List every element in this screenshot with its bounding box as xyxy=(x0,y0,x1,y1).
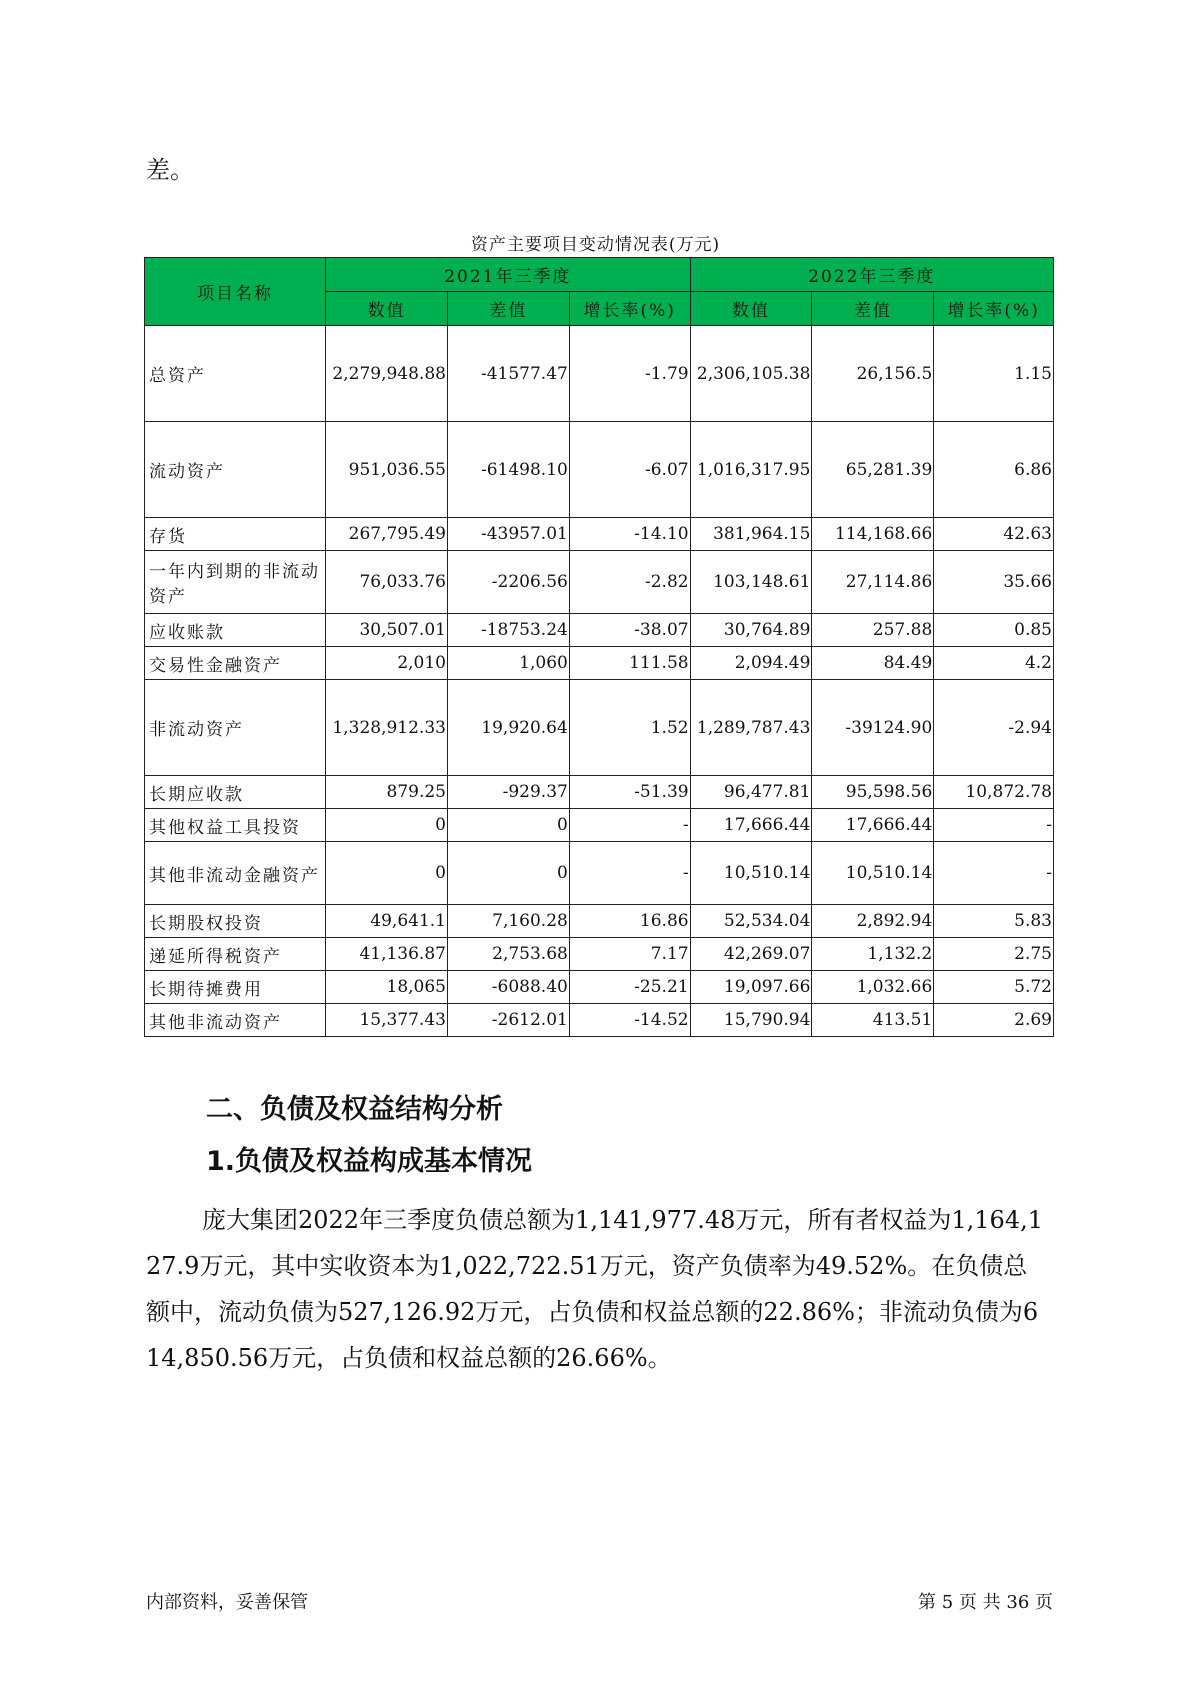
diff-2022-cell: 84.49 xyxy=(812,647,934,680)
section-heading: 二、负债及权益结构分析 xyxy=(206,1094,503,1125)
rate-2022-cell: - xyxy=(934,809,1054,842)
table-row xyxy=(145,809,1054,842)
rate-2022-cell: 2.69 xyxy=(934,1004,1054,1037)
footer-confidential: 内部资料，妥善保管 xyxy=(146,1592,308,1613)
rate-2022-cell: 6.86 xyxy=(934,422,1054,518)
diff-2021-cell: -929.37 xyxy=(447,776,569,809)
rate-2022-cell: 5.72 xyxy=(934,971,1054,1004)
value-2022-cell: 381,964.15 xyxy=(690,518,812,551)
diff-2022-cell: 26,156.5 xyxy=(812,326,934,422)
header-rate: 增长率(%) xyxy=(934,292,1054,326)
diff-2022-cell: -39124.90 xyxy=(812,680,934,776)
rate-2021-cell: 1.52 xyxy=(569,680,690,776)
row-name-cell: 递延所得税资产 xyxy=(145,938,326,971)
value-2022-cell: 96,477.81 xyxy=(690,776,812,809)
sub-heading: 1.负债及权益构成基本情况 xyxy=(206,1146,533,1177)
row-name-cell: 其他非流动金融资产 xyxy=(145,842,326,905)
value-2022-cell: 17,666.44 xyxy=(690,809,812,842)
table-row xyxy=(145,518,1054,551)
row-name-cell: 流动资产 xyxy=(145,422,326,518)
rate-2021-cell: -38.07 xyxy=(569,614,690,647)
diff-2022-cell: 114,168.66 xyxy=(812,518,934,551)
table-row xyxy=(145,614,1054,647)
value-2021-cell: 0 xyxy=(326,809,448,842)
diff-2022-cell: 95,598.56 xyxy=(812,776,934,809)
value-2022-cell: 52,534.04 xyxy=(690,905,812,938)
table-row xyxy=(145,422,1054,518)
rate-2022-cell: 1.15 xyxy=(934,326,1054,422)
row-name-cell: 一年内到期的非流动资产 xyxy=(145,551,326,614)
table-row xyxy=(145,971,1054,1004)
rate-2021-cell: 111.58 xyxy=(569,647,690,680)
rate-2022-cell: 5.83 xyxy=(934,905,1054,938)
rate-2022-cell: 4.2 xyxy=(934,647,1054,680)
diff-2022-cell: 257.88 xyxy=(812,614,934,647)
row-name-cell: 交易性金融资产 xyxy=(145,647,326,680)
value-2021-cell: 1,328,912.33 xyxy=(326,680,448,776)
rate-2022-cell: 0.85 xyxy=(934,614,1054,647)
rate-2022-cell: -2.94 xyxy=(934,680,1054,776)
table-row xyxy=(145,1004,1054,1037)
body-paragraph: 庞大集团2022年三季度负债总额为1,141,977.48万元，所有者权益为1,164,127.9万元，其中实收资本为1,022,722.51万元，资产负债率为49.52%。在负债总额中，流动负债为527,126.92万元，占负债和权益总额的22.86%；非流动负债为614,850.56万元，占负债和权益总额的26.66%。 xyxy=(146,1206,1043,1372)
diff-2021-cell: 1,060 xyxy=(447,647,569,680)
table-row xyxy=(145,776,1054,809)
header-value: 数值 xyxy=(690,292,812,326)
diff-2022-cell: 17,666.44 xyxy=(812,809,934,842)
table-row xyxy=(145,905,1054,938)
value-2022-cell: 10,510.14 xyxy=(690,842,812,905)
header-diff: 差值 xyxy=(447,292,569,326)
rate-2022-cell: 10,872.78 xyxy=(934,776,1054,809)
rate-2021-cell: - xyxy=(569,809,690,842)
value-2022-cell: 103,148.61 xyxy=(690,551,812,614)
diff-2021-cell: -61498.10 xyxy=(447,422,569,518)
value-2021-cell: 951,036.55 xyxy=(326,422,448,518)
value-2021-cell: 0 xyxy=(326,842,448,905)
row-name-cell: 非流动资产 xyxy=(145,680,326,776)
row-name-cell: 长期应收款 xyxy=(145,776,326,809)
diff-2022-cell: 1,032.66 xyxy=(812,971,934,1004)
table-row xyxy=(145,647,1054,680)
diff-2021-cell: -6088.40 xyxy=(447,971,569,1004)
row-name-cell: 其他非流动资产 xyxy=(145,1004,326,1037)
diff-2022-cell: 27,114.86 xyxy=(812,551,934,614)
value-2021-cell: 18,065 xyxy=(326,971,448,1004)
diff-2022-cell: 413.51 xyxy=(812,1004,934,1037)
header-item-name: 项目名称 xyxy=(145,258,326,326)
diff-2021-cell: -41577.47 xyxy=(447,326,569,422)
value-2021-cell: 2,010 xyxy=(326,647,448,680)
value-2022-cell: 1,016,317.95 xyxy=(690,422,812,518)
diff-2021-cell: 0 xyxy=(447,842,569,905)
value-2022-cell: 42,269.07 xyxy=(690,938,812,971)
value-2021-cell: 49,641.1 xyxy=(326,905,448,938)
rate-2021-cell: -6.07 xyxy=(569,422,690,518)
row-name-cell: 总资产 xyxy=(145,326,326,422)
value-2022-cell: 19,097.66 xyxy=(690,971,812,1004)
value-2021-cell: 2,279,948.88 xyxy=(326,326,448,422)
footer-page-number: 第 5 页 共 36 页 xyxy=(918,1592,1053,1613)
rate-2021-cell: -1.79 xyxy=(569,326,690,422)
value-2021-cell: 30,507.01 xyxy=(326,614,448,647)
lead-text: 差。 xyxy=(146,156,194,184)
rate-2022-cell: 42.63 xyxy=(934,518,1054,551)
header-year-2021: 2021年三季度 xyxy=(326,258,690,292)
value-2022-cell: 2,306,105.38 xyxy=(690,326,812,422)
rate-2021-cell: -14.10 xyxy=(569,518,690,551)
header-value: 数值 xyxy=(326,292,448,326)
header-rate: 增长率(%) xyxy=(569,292,690,326)
value-2022-cell: 15,790.94 xyxy=(690,1004,812,1037)
table-row xyxy=(145,680,1054,776)
value-2021-cell: 267,795.49 xyxy=(326,518,448,551)
row-name-cell: 存货 xyxy=(145,518,326,551)
diff-2022-cell: 1,132.2 xyxy=(812,938,934,971)
rate-2022-cell: 35.66 xyxy=(934,551,1054,614)
rate-2021-cell: 16.86 xyxy=(569,905,690,938)
value-2021-cell: 15,377.43 xyxy=(326,1004,448,1037)
header-diff: 差值 xyxy=(812,292,934,326)
row-name-cell: 长期待摊费用 xyxy=(145,971,326,1004)
diff-2021-cell: -2612.01 xyxy=(447,1004,569,1037)
diff-2021-cell: 0 xyxy=(447,809,569,842)
table-row xyxy=(145,326,1054,422)
asset-change-table xyxy=(144,257,1054,1037)
header-year-2022: 2022年三季度 xyxy=(690,258,1053,292)
value-2021-cell: 41,136.87 xyxy=(326,938,448,971)
table-caption: 资产主要项目变动情况表(万元) xyxy=(470,235,721,255)
diff-2022-cell: 10,510.14 xyxy=(812,842,934,905)
diff-2022-cell: 65,281.39 xyxy=(812,422,934,518)
value-2022-cell: 30,764.89 xyxy=(690,614,812,647)
rate-2021-cell: - xyxy=(569,842,690,905)
diff-2022-cell: 2,892.94 xyxy=(812,905,934,938)
rate-2021-cell: -14.52 xyxy=(569,1004,690,1037)
value-2022-cell: 2,094.49 xyxy=(690,647,812,680)
table-row xyxy=(145,938,1054,971)
diff-2021-cell: -2206.56 xyxy=(447,551,569,614)
table-row xyxy=(145,551,1054,614)
rate-2022-cell: 2.75 xyxy=(934,938,1054,971)
diff-2021-cell: -18753.24 xyxy=(447,614,569,647)
table-row xyxy=(145,842,1054,905)
row-name-cell: 其他权益工具投资 xyxy=(145,809,326,842)
rate-2021-cell: -2.82 xyxy=(569,551,690,614)
diff-2021-cell: 19,920.64 xyxy=(447,680,569,776)
rate-2021-cell: -25.21 xyxy=(569,971,690,1004)
row-name-cell: 应收账款 xyxy=(145,614,326,647)
diff-2021-cell: 2,753.68 xyxy=(447,938,569,971)
row-name-cell: 长期股权投资 xyxy=(145,905,326,938)
diff-2021-cell: -43957.01 xyxy=(447,518,569,551)
rate-2021-cell: -51.39 xyxy=(569,776,690,809)
diff-2021-cell: 7,160.28 xyxy=(447,905,569,938)
rate-2022-cell: - xyxy=(934,842,1054,905)
value-2022-cell: 1,289,787.43 xyxy=(690,680,812,776)
rate-2021-cell: 7.17 xyxy=(569,938,690,971)
value-2021-cell: 879.25 xyxy=(326,776,448,809)
value-2021-cell: 76,033.76 xyxy=(326,551,448,614)
